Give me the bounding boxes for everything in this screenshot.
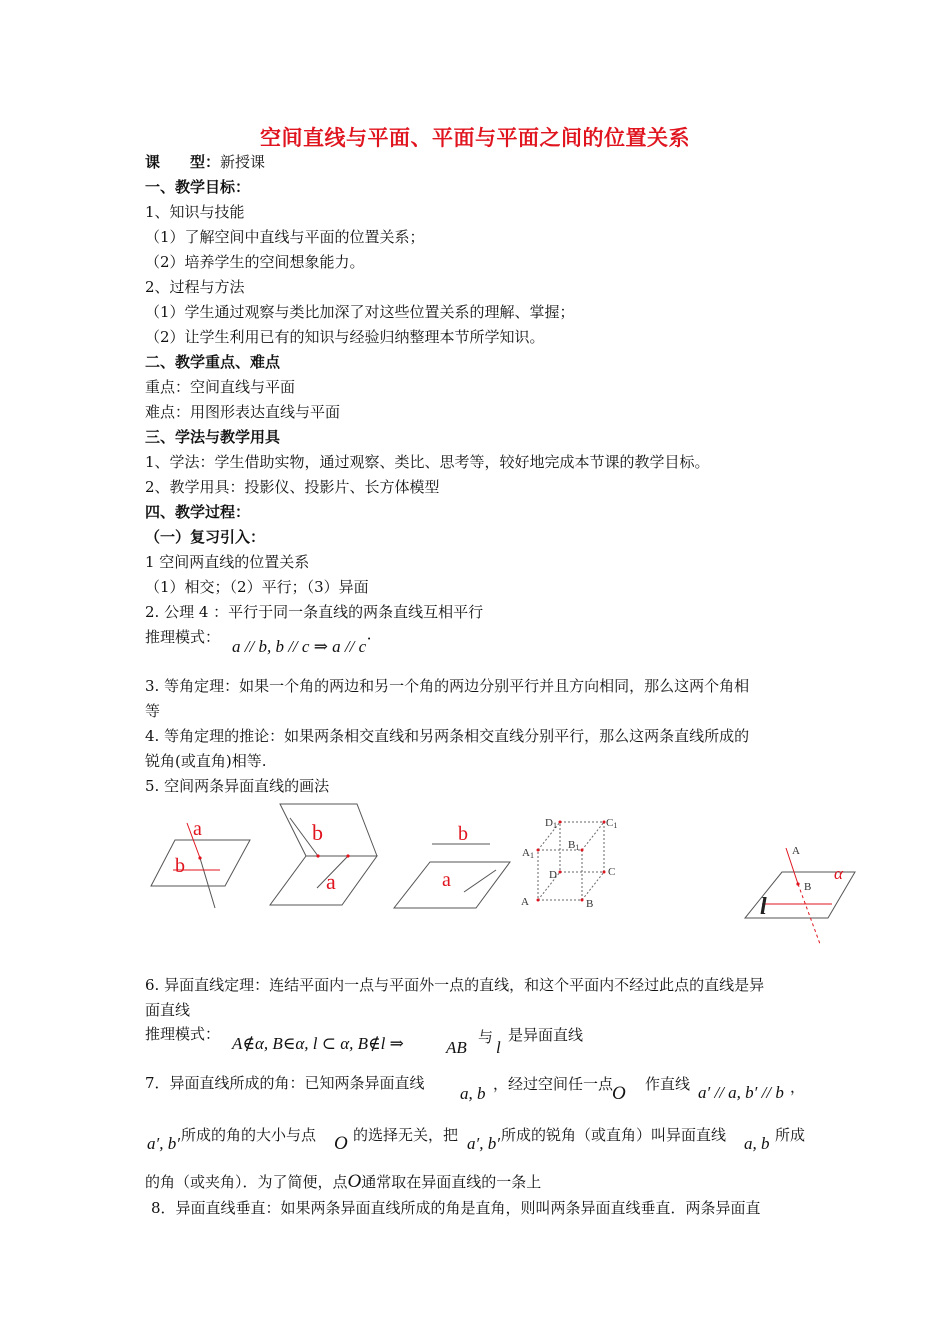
text-line: 2、教学用具：投影仪、投影片、长方体模型	[145, 478, 440, 496]
text-line: （1）相交；（2）平行；（3）异面	[145, 578, 369, 596]
point-o: O	[612, 1083, 626, 1104]
text-line: 8．异面直线垂直：如果两条异面直线所成的角是直角，则叫两条异面直线垂直．两条异面直	[151, 1199, 761, 1217]
line-ab-lower	[798, 884, 820, 944]
text-line: （1）学生通过观察与类比加深了对这些位置关系的理解、掌握；	[145, 303, 575, 321]
label-c: C	[608, 866, 616, 878]
text-line: （2）让学生利用已有的知识与经验归纳整理本节所学知识。	[145, 328, 545, 346]
text-line: 所成的角的大小与点	[181, 1126, 317, 1144]
text-line: 锐角(或直角)相等.	[145, 752, 267, 770]
section-heading: 四、教学过程：	[145, 503, 251, 521]
vertex-d1	[559, 821, 562, 824]
label-b: b	[312, 820, 323, 845]
lesson-type: 课 型：新授课	[145, 153, 266, 171]
formula-ab-prime: a′, b′	[147, 1134, 180, 1153]
label-b: b	[175, 855, 185, 877]
point-b	[316, 854, 319, 857]
figure-skew-lines-3	[392, 818, 514, 910]
edge-bc	[582, 872, 604, 900]
formula-ab-prime: a′, b′	[467, 1134, 500, 1153]
label-a: a	[442, 869, 451, 891]
upper-plane	[280, 804, 377, 856]
text-line: （1）了解空间中直线与平面的位置关系；	[145, 228, 425, 246]
text-line: （2）培养学生的空间想象能力。	[145, 253, 365, 271]
back-face	[560, 822, 604, 872]
section-heading: 二、教学重点、难点	[145, 353, 281, 371]
subsection-heading: （一）复习引入：	[145, 528, 266, 546]
text-line: 是异面直线	[508, 1026, 584, 1044]
text-line: 所成	[775, 1126, 806, 1144]
label-a1: A1	[522, 847, 534, 860]
text-line: 6. 异面直线定理：连结平面内一点与平面外一点的直线，和这个平面内不经过此点的直线是异	[145, 976, 765, 994]
text-line: 作直线	[645, 1075, 691, 1093]
figure-cuboid	[518, 812, 626, 912]
line-a-below	[200, 858, 215, 908]
label-a: A	[792, 845, 800, 857]
text-line: 2、过程与方法	[145, 278, 245, 296]
figure-skew-line-theorem	[740, 838, 860, 948]
text-line: 所成的锐角（或直角）叫异面直线	[501, 1126, 727, 1144]
label-b: B	[586, 898, 594, 910]
text-line: 1、知识与技能	[145, 203, 245, 221]
label-l: l	[760, 894, 767, 920]
section-heading: 一、教学目标：	[145, 178, 251, 196]
formula-ab: a, b	[460, 1084, 486, 1103]
point-b	[796, 882, 799, 885]
text-line: 的选择无关，把	[353, 1126, 459, 1144]
section-heading: 三、学法与教学用具	[145, 428, 281, 446]
lower-plane	[270, 856, 377, 905]
label-a: a	[326, 869, 336, 894]
text-line: 5. 空间两条异面直线的画法	[145, 777, 330, 795]
vertex-b	[581, 899, 584, 902]
label-b1: B1	[568, 839, 580, 852]
intersection-point	[198, 856, 201, 859]
text-line: 1 空间两直线的位置关系	[145, 553, 310, 571]
formula-skew-theorem: A∉α, B∈α, l ⊂ α, B∉l ⇒	[232, 1034, 404, 1053]
formula-axiom4: a // b, b // c ⇒ a // c·	[232, 629, 372, 656]
figure-skew-lines-1	[145, 808, 260, 910]
label-a: a	[193, 818, 202, 840]
label-b: b	[458, 823, 468, 845]
text-line: 推理模式：	[145, 1025, 221, 1043]
text-line: 1、学法：学生借助实物，通过观察、类比、思考等，较好地完成本节课的教学目标。	[145, 453, 710, 471]
vertex-a1	[537, 849, 540, 852]
text-line: 4. 等角定理的推论：如果两条相交直线和另两条相交直线分别平行，那么这两条直线所成的	[145, 727, 750, 745]
vertex-c	[603, 871, 606, 874]
label-b: B	[804, 881, 812, 893]
text-line: 3. 等角定理：如果一个角的两边和另一个角的两边分别平行并且方向相同，那么这两个角相	[145, 677, 750, 695]
text-line: 推理模式：	[145, 628, 221, 646]
line-a	[464, 870, 496, 892]
figure-skew-lines-2	[262, 800, 390, 912]
vertex-a	[537, 899, 540, 902]
label-c1: C1	[606, 817, 618, 830]
vertex-b1	[581, 849, 584, 852]
text-line: 难点：用图形表达直线与平面	[145, 403, 341, 421]
plane-shape	[394, 862, 510, 908]
text-with: 与	[478, 1028, 494, 1046]
formula-ab: a, b	[744, 1134, 770, 1153]
plane-shape	[151, 840, 250, 886]
formula-ab: AB	[446, 1038, 467, 1057]
text-line: 面直线	[145, 1001, 191, 1019]
vertex-d	[559, 871, 562, 874]
text-line: ，经过空间任一点	[493, 1075, 614, 1093]
label-d1: D1	[545, 817, 557, 830]
point-a	[346, 854, 349, 857]
label-alpha: α	[834, 864, 843, 883]
text-comma: ，	[790, 1078, 806, 1096]
label-d: D	[549, 869, 557, 881]
text-line: 7．异面直线所成的角：已知两条异面直线	[145, 1074, 425, 1092]
formula-parallel: a′ // a, b′ // b	[698, 1083, 784, 1102]
formula-l: l	[496, 1038, 501, 1057]
edge-b1c1	[582, 822, 604, 850]
point-o: O	[334, 1133, 348, 1154]
document-title: 空间直线与平面、平面与平面之间的位置关系	[260, 126, 690, 150]
text-line: 2. 公理 4 ：平行于同一条直线的两条直线互相平行	[145, 603, 484, 621]
label-a: A	[521, 896, 529, 908]
text-line: 重点：空间直线与平面	[145, 378, 296, 396]
text-line: 的角（或夹角）．为了简便，点O通常取在异面直线的一条上	[145, 1171, 542, 1192]
text-line: 等	[145, 702, 161, 720]
